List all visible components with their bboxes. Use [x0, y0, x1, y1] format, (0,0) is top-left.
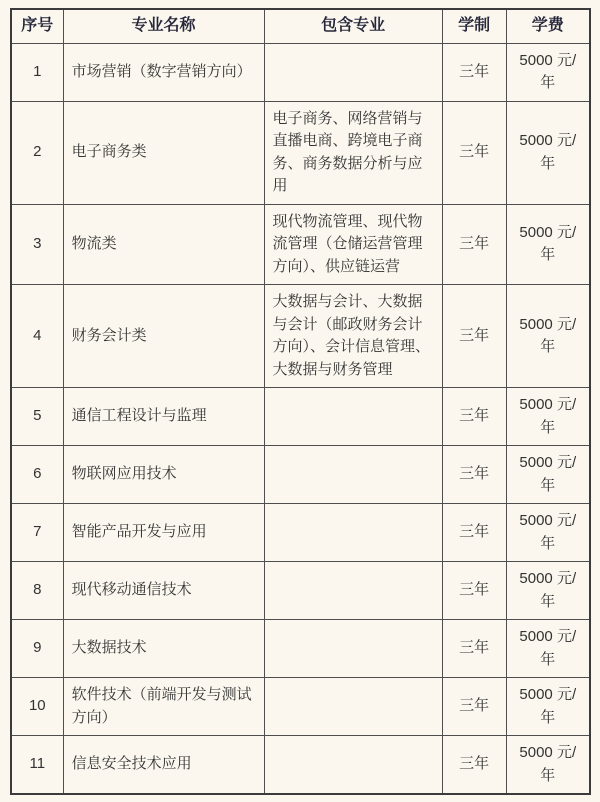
cell-major: 大数据技术 — [63, 620, 264, 678]
cell-major: 信息安全技术应用 — [63, 736, 264, 795]
column-header-major: 专业名称 — [63, 9, 264, 43]
cell-no: 6 — [11, 446, 63, 504]
table-header-row — [11, 9, 590, 43]
cell-tuition: 5000 元/年 — [506, 388, 590, 446]
cell-included — [264, 678, 442, 736]
column-header-no: 序号 — [11, 9, 63, 43]
cell-tuition: 5000 元/年 — [506, 562, 590, 620]
cell-major: 市场营销（数字营销方向） — [63, 43, 264, 101]
cell-included — [264, 562, 442, 620]
table-body — [11, 43, 590, 794]
cell-tuition: 5000 元/年 — [506, 43, 590, 101]
cell-no: 9 — [11, 620, 63, 678]
table-row — [11, 101, 590, 204]
cell-duration: 三年 — [442, 204, 506, 285]
table-row — [11, 388, 590, 446]
majors-table — [10, 8, 591, 795]
table-header — [11, 9, 590, 43]
column-header-tuition: 学费 — [506, 9, 590, 43]
table-row — [11, 504, 590, 562]
cell-no: 2 — [11, 101, 63, 204]
cell-tuition: 5000 元/年 — [506, 736, 590, 795]
cell-included — [264, 736, 442, 795]
cell-major: 智能产品开发与应用 — [63, 504, 264, 562]
cell-no: 3 — [11, 204, 63, 285]
table-row — [11, 736, 590, 795]
cell-included — [264, 446, 442, 504]
cell-no: 4 — [11, 285, 63, 388]
cell-no: 11 — [11, 736, 63, 795]
cell-tuition: 5000 元/年 — [506, 678, 590, 736]
cell-duration: 三年 — [442, 736, 506, 795]
cell-duration: 三年 — [442, 388, 506, 446]
column-header-duration: 学制 — [442, 9, 506, 43]
cell-included — [264, 620, 442, 678]
cell-duration: 三年 — [442, 504, 506, 562]
cell-included — [264, 388, 442, 446]
cell-tuition: 5000 元/年 — [506, 101, 590, 204]
cell-included — [264, 43, 442, 101]
table-row — [11, 678, 590, 736]
cell-tuition: 5000 元/年 — [506, 204, 590, 285]
cell-major: 物流类 — [63, 204, 264, 285]
cell-duration: 三年 — [442, 620, 506, 678]
cell-duration: 三年 — [442, 678, 506, 736]
column-header-included: 包含专业 — [264, 9, 442, 43]
cell-no: 10 — [11, 678, 63, 736]
cell-duration: 三年 — [442, 446, 506, 504]
table-row — [11, 620, 590, 678]
cell-duration: 三年 — [442, 562, 506, 620]
cell-duration: 三年 — [442, 285, 506, 388]
cell-major: 软件技术（前端开发与测试方向） — [63, 678, 264, 736]
cell-tuition: 5000 元/年 — [506, 446, 590, 504]
cell-no: 7 — [11, 504, 63, 562]
cell-major: 现代移动通信技术 — [63, 562, 264, 620]
cell-tuition: 5000 元/年 — [506, 504, 590, 562]
cell-tuition: 5000 元/年 — [506, 285, 590, 388]
cell-major: 通信工程设计与监理 — [63, 388, 264, 446]
cell-included: 现代物流管理、现代物流管理（仓储运营管理方向）、供应链运营 — [264, 204, 442, 285]
cell-no: 8 — [11, 562, 63, 620]
table-row — [11, 43, 590, 101]
cell-major: 电子商务类 — [63, 101, 264, 204]
table-row — [11, 204, 590, 285]
cell-duration: 三年 — [442, 101, 506, 204]
cell-tuition: 5000 元/年 — [506, 620, 590, 678]
table-row — [11, 446, 590, 504]
cell-included — [264, 504, 442, 562]
cell-included: 大数据与会计、大数据与会计（邮政财务会计方向）、会计信息管理、大数据与财务管理 — [264, 285, 442, 388]
cell-duration: 三年 — [442, 43, 506, 101]
table-row — [11, 562, 590, 620]
cell-included: 电子商务、网络营销与直播电商、跨境电子商务、商务数据分析与应用 — [264, 101, 442, 204]
cell-no: 1 — [11, 43, 63, 101]
cell-major: 财务会计类 — [63, 285, 264, 388]
cell-no: 5 — [11, 388, 63, 446]
table-row — [11, 285, 590, 388]
cell-major: 物联网应用技术 — [63, 446, 264, 504]
